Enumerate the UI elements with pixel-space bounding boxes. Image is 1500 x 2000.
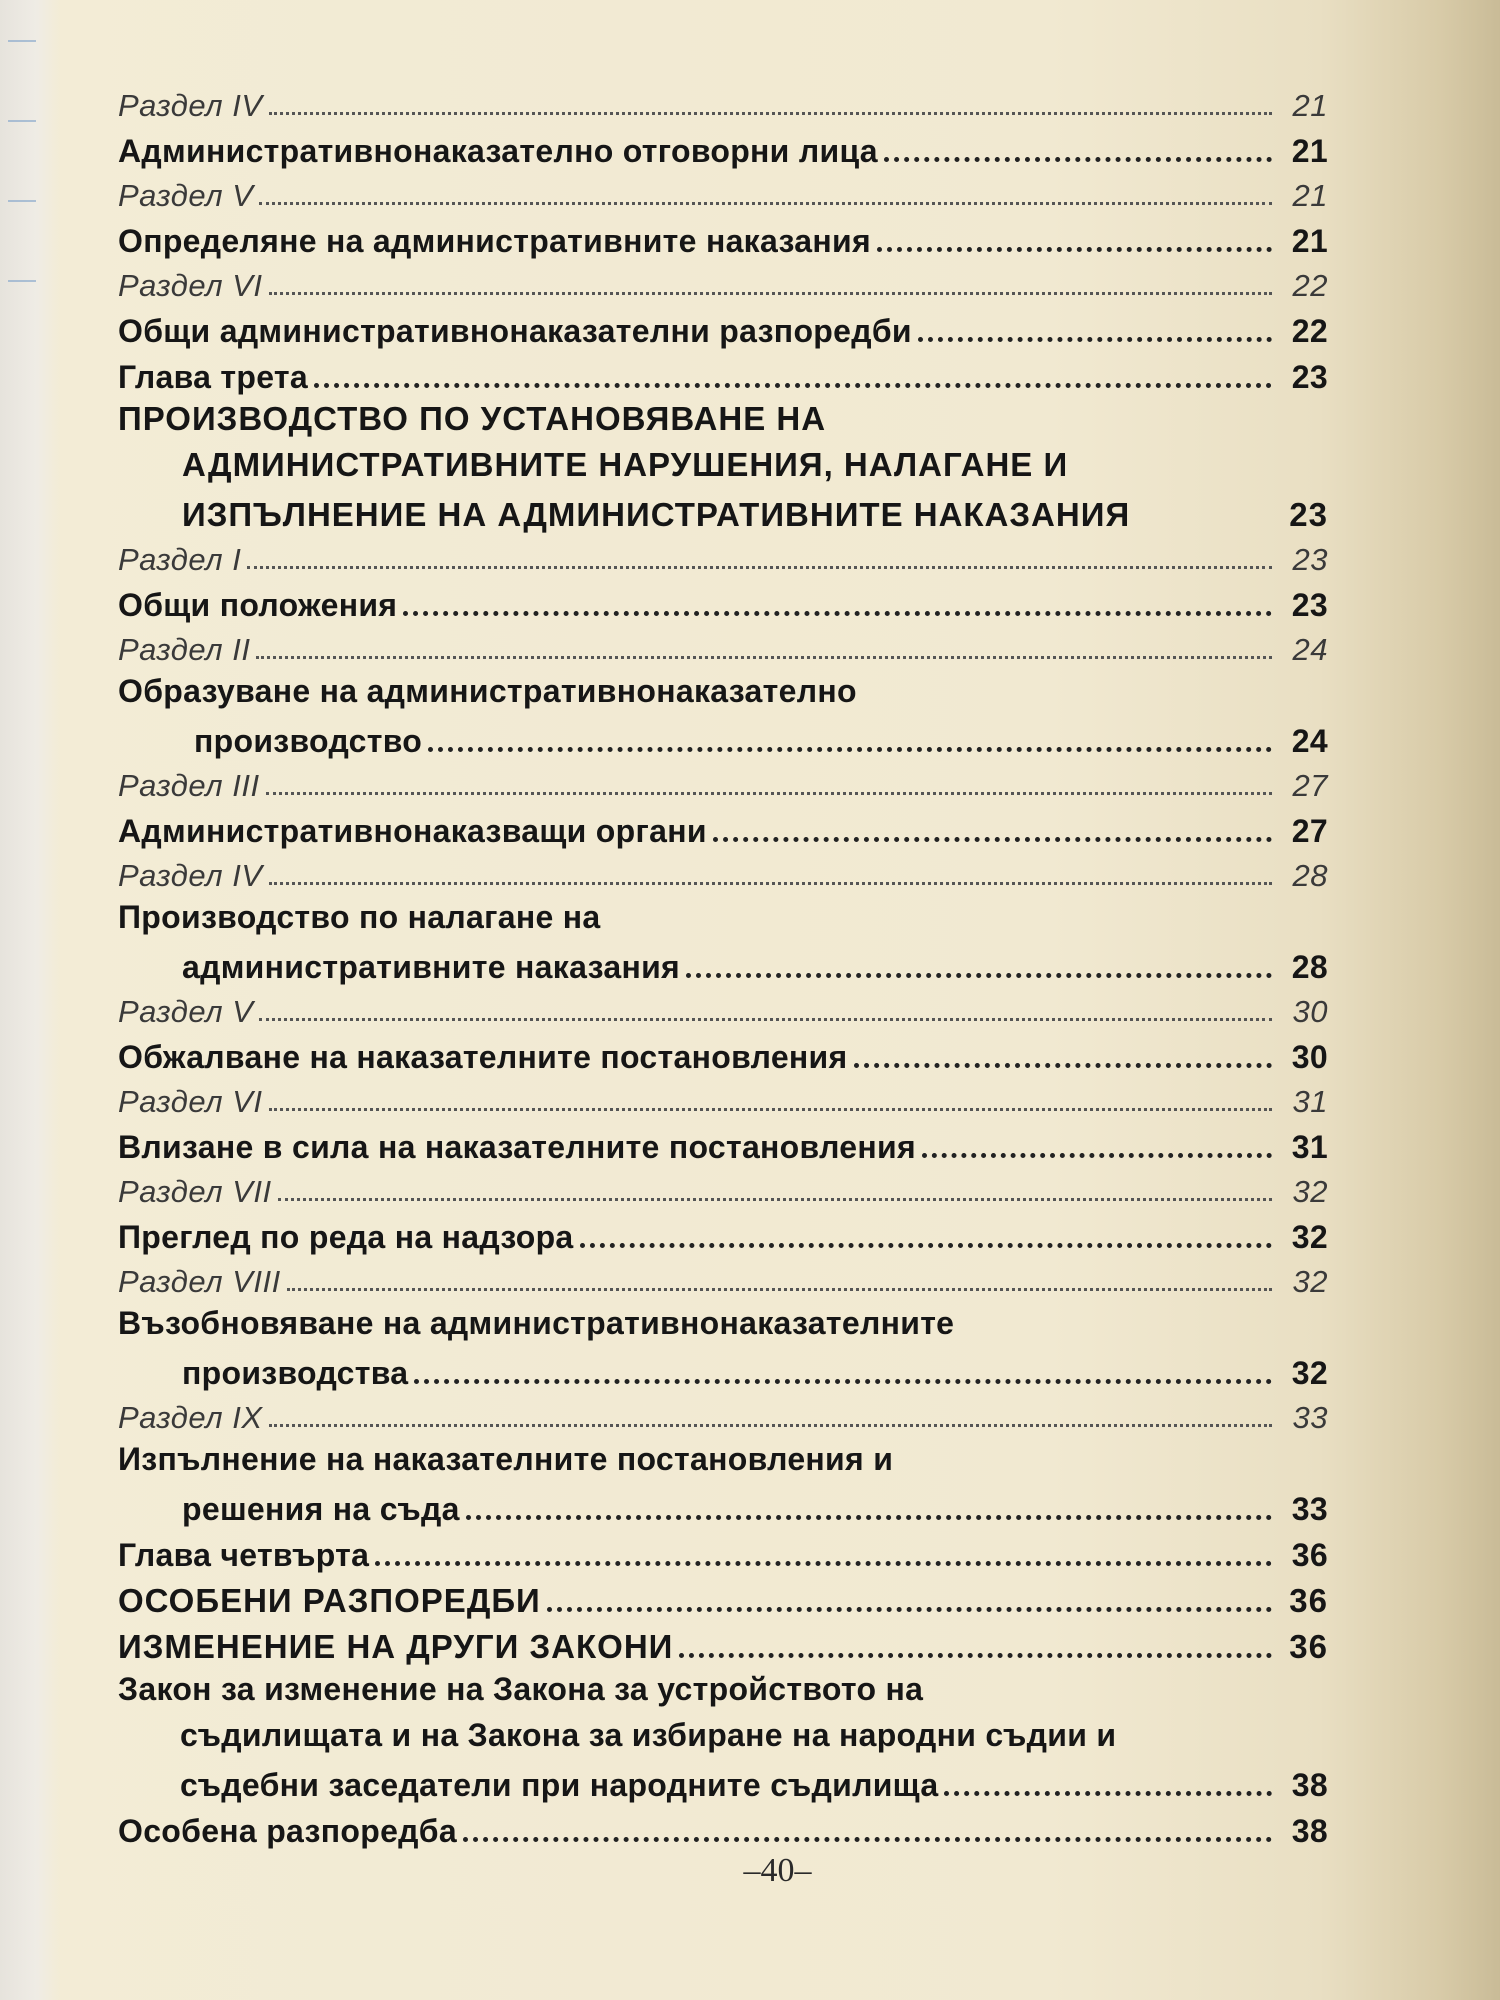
toc-section-label: Раздел V [118,994,254,1029]
toc-title-line: АДМИНИСТРАТИВНИТЕ НАРУШЕНИЯ, НАЛАГАНЕ И [182,446,1069,483]
dot-leader [403,610,1272,616]
dot-leader [466,1514,1272,1520]
toc-section-row [118,1256,1328,1300]
toc-section-row [118,986,1328,1030]
toc-page-number: 31 [1292,1084,1328,1119]
toc-heading-row [118,1210,1328,1256]
toc-page-number: 23 [1289,496,1328,533]
toc-section-row [118,624,1328,668]
dot-leader [278,1197,1272,1201]
toc-section-row [118,80,1328,124]
toc-heading-label: Общи административнонаказателни разпоредби [118,313,912,349]
toc-page-number: 31 [1291,1129,1328,1165]
toc-page-number: 27 [1292,768,1328,803]
toc-heading-row [118,304,1328,350]
toc-heading-label: Общи положения [118,587,398,623]
dot-leader [547,1606,1272,1612]
toc-heading-row [118,1030,1328,1076]
toc-section-label: Раздел VI [118,268,263,303]
dot-leader [918,336,1272,342]
toc-section-label: Раздел I [118,542,242,577]
toc-page-number: 32 [1291,1355,1328,1391]
dot-leader [679,1652,1272,1658]
dot-leader [375,1560,1272,1566]
toc-page-number: 23 [1291,359,1328,395]
toc-heading-line: Изпълнение на наказателните постановления и [118,1441,894,1477]
toc-heading-label: Преглед по реда на надзора [118,1219,574,1255]
toc-section-row [118,760,1328,804]
toc-page-number: 28 [1292,858,1328,893]
toc-heading-line: решения на съда [182,1491,460,1527]
page-number: 40 [760,1852,795,1889]
toc-page-number: 24 [1291,723,1328,759]
dot-leader [414,1378,1272,1384]
toc-title-line: ИЗПЪЛНЕНИЕ НА АДМИНИСТРАТИВНИТЕ НАКАЗАНИЯ [182,496,1131,533]
dot-leader [944,1790,1272,1796]
toc-page-number: 30 [1291,1039,1328,1075]
notebook-edge [0,0,60,2000]
toc-heading-multiline [118,894,1328,986]
toc-page-number: 38 [1291,1767,1328,1803]
toc-page-number: 23 [1291,587,1328,623]
toc-heading-line: Възобновяване на административнонаказателните [118,1305,955,1341]
toc-heading-label: Определяне на административните наказания [118,223,871,259]
toc-page-number: 22 [1291,313,1328,349]
toc-section-row [118,1076,1328,1120]
toc-section-row [118,260,1328,304]
dot-leader [922,1152,1272,1158]
toc-heading-row [118,1804,1328,1850]
toc-heading-line: производства [182,1355,409,1391]
dot-leader [877,246,1272,252]
toc-page-number: 21 [1292,178,1328,213]
dot-leader [287,1287,1272,1291]
toc-title-line: ПРОИЗВОДСТВО ПО УСТАНОВЯВАНЕ НА [118,400,827,437]
dot-leader [269,881,1272,885]
toc-heading-last-line [118,1482,1328,1528]
toc-heading-multiline [118,1436,1328,1528]
page-number-dash: – [794,1852,812,1889]
toc-chapter-title: ИЗМЕНЕНИЕ НА ДРУГИ ЗАКОНИ [118,1628,674,1665]
toc-chapter-label: Глава четвърта [118,1537,370,1573]
toc-section-label: Раздел VII [118,1174,272,1209]
dot-leader [854,1062,1273,1068]
toc-heading-line: производство [194,723,423,759]
dot-leader [269,1423,1272,1427]
toc-page-number: 36 [1289,1582,1328,1619]
toc-chapter-title-row [118,1574,1328,1620]
toc-section-label: Раздел IV [118,858,263,893]
toc-heading-row [118,124,1328,170]
dot-leader [269,1107,1272,1111]
toc-page-number: 21 [1292,88,1328,123]
toc-page-number: 32 [1291,1219,1328,1255]
dot-leader [259,201,1272,205]
toc-chapter-row [118,350,1328,396]
toc-heading-label: Обжалване на наказателните постановления [118,1039,848,1075]
toc-section-label: Раздел VIII [118,1264,281,1299]
dot-leader [259,1017,1272,1021]
dot-leader [256,655,1272,659]
toc-heading-label: Административнонаказателно отговорни лица [118,133,878,169]
toc-heading-last-line [118,1758,1328,1804]
toc-page-number: 21 [1291,223,1328,259]
dot-leader [1130,533,1278,534]
toc-page-number: 27 [1291,813,1328,849]
dot-leader [884,156,1272,162]
dot-leader [247,565,1272,569]
toc-heading-row [118,804,1328,850]
toc-heading-last-line [118,940,1328,986]
page-footer [0,1852,1500,1890]
dot-leader [713,836,1272,842]
dot-leader [463,1836,1272,1842]
toc-heading-line: административните наказания [182,949,681,985]
toc-heading-last-line [118,1346,1328,1392]
toc-title-last-line [118,488,1328,534]
toc-section-label: Раздел III [118,768,260,803]
toc-heading-multiline [118,1300,1328,1392]
toc-heading-line: Образуване на административнонаказателно [118,673,857,709]
toc-section-row [118,1392,1328,1436]
toc-section-row [118,534,1328,578]
toc-heading-row [118,214,1328,260]
toc-heading-label: Особена разпоредба [118,1813,457,1849]
toc-heading-line: съдилищата и на Закона за избиране на народни съдии и [180,1717,1117,1753]
dot-leader [314,382,1272,388]
toc-page-number: 33 [1292,1400,1328,1435]
toc-page-number: 38 [1291,1813,1328,1849]
toc-section-label: Раздел V [118,178,254,213]
dot-leader [580,1242,1272,1248]
dot-leader [269,111,1272,115]
toc-section-label: Раздел VI [118,1084,263,1119]
toc-heading-line: Закон за изменение на Закона за устройството на [118,1671,924,1707]
toc-page-number: 21 [1291,133,1328,169]
toc-heading-last-line [118,714,1328,760]
toc-page-number: 28 [1291,949,1328,985]
toc-heading-multiline [118,1666,1328,1804]
toc-page-number: 24 [1292,632,1328,667]
dot-leader [428,746,1272,752]
toc-heading-row [118,1120,1328,1166]
toc-page-number: 23 [1292,542,1328,577]
toc-chapter-title: ОСОБЕНИ РАЗПОРЕДБИ [118,1582,541,1619]
dot-leader [266,791,1272,795]
toc-page-number: 36 [1289,1628,1328,1665]
toc-heading-line: съдебни заседатели при народните съдилища [180,1767,939,1803]
dot-leader [686,972,1272,978]
toc-page-number: 30 [1292,994,1328,1029]
table-of-contents [118,80,1328,1850]
toc-heading-line: Производство по налагане на [118,899,601,935]
toc-section-row [118,1166,1328,1210]
toc-section-label: Раздел IV [118,88,263,123]
toc-page-number: 32 [1292,1174,1328,1209]
toc-heading-multiline [118,668,1328,760]
toc-page-number: 33 [1291,1491,1328,1527]
toc-heading-row [118,578,1328,624]
toc-section-row [118,850,1328,894]
toc-page-number: 22 [1292,268,1328,303]
toc-heading-label: Административнонаказващи органи [118,813,707,849]
toc-chapter-row [118,1528,1328,1574]
toc-section-label: Раздел IX [118,1400,263,1435]
toc-chapter-title-row [118,1620,1328,1666]
toc-page-number: 32 [1292,1264,1328,1299]
toc-heading-label: Влизане в сила на наказателните постановления [118,1129,916,1165]
toc-page-number: 36 [1291,1537,1328,1573]
toc-section-row [118,170,1328,214]
toc-chapter-title [118,396,1328,534]
dot-leader [269,291,1272,295]
page-number-dash: – [743,1852,761,1889]
toc-chapter-label: Глава трета [118,359,308,395]
toc-section-label: Раздел II [118,632,251,667]
